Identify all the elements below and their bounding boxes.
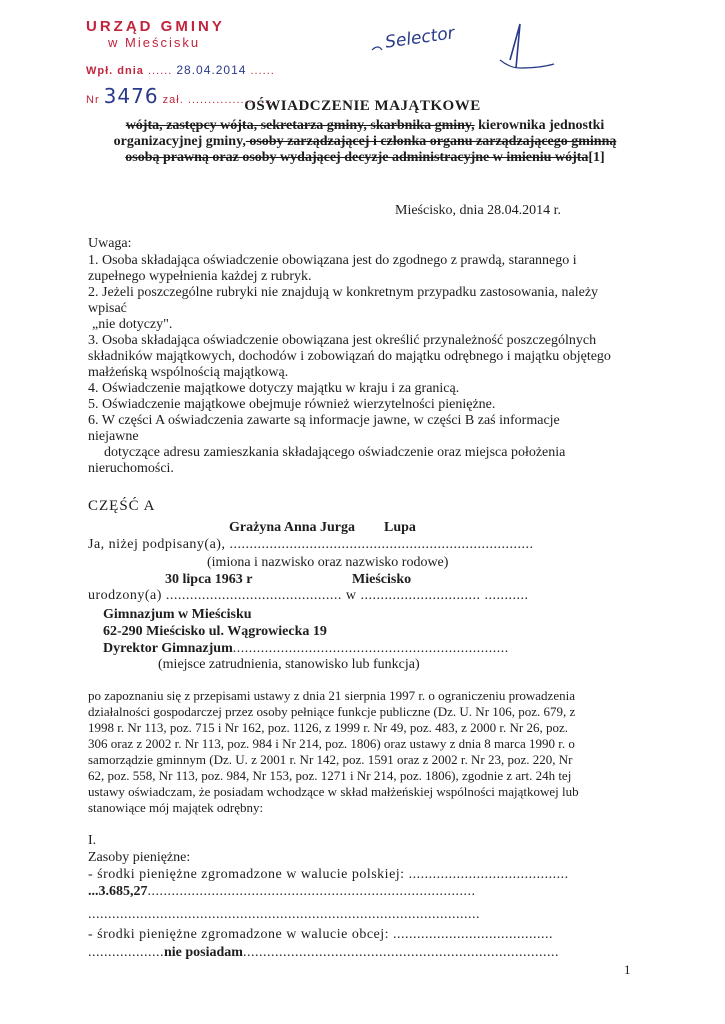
notes-line: 6. W części A oświadczenia zawarte są informacje jawne, w części B zaś informacje (88, 413, 560, 428)
legal-line: 62, poz. 558, Nr 113, poz. 984, Nr 153, poz. 1271 i Nr 214, poz. 1806), zgodnie z art. 24h tej (88, 768, 572, 783)
subtitle-struck-legal-person: osobą prawną oraz osoby wydającej decyzje administracyjne w imieniu wójta (125, 150, 589, 165)
foreign-funds-label: - środki pieniężne zgromadzone w walucie obcej: ........................................ (88, 927, 554, 942)
document-subtitle (60, 118, 670, 166)
legal-line: samorządzie gminnym (Dz. U. z 2001 r. Nr 142, poz. 1591 oraz z 2002 r. Nr 23, poz. 220, Nr (88, 752, 573, 767)
stamp-number-value: 3476 (103, 84, 159, 108)
stamp-office-place: w Mieścisku (108, 35, 201, 50)
workplace-address: 62-290 Mieścisko ul. Wągrowiecka 19 (103, 624, 327, 639)
page-number: 1 (624, 962, 631, 977)
subtitle-struck-officials: wójta, zastępcy wójta, sekretarza gminy, skarbnika gminy, (125, 118, 475, 133)
legal-line: ustawy oświadczam, że posiadam wchodzące w skład małżeńskiej wspólności majątkowej lub (88, 784, 579, 799)
blank-dotted-line: .................................................................................................. (88, 907, 480, 922)
stamp-number-label: Nr (86, 94, 100, 106)
pln-funds-row (88, 884, 648, 900)
section-1-heading: Zasoby pieniężne: (88, 850, 191, 865)
subtitle-organizational-unit: organizacyjnej gminy, (113, 134, 246, 149)
born-label: urodzony(a) ............................................ w .............................. ........... (88, 588, 529, 603)
position-dots: ..................................................................... (232, 641, 509, 656)
notes-line: zupełnego wypełnienia każdej z rubryk. (88, 269, 312, 284)
legal-line: działalności gospodarczej przez osoby pełniące funkcje publiczne (Dz. U. Nr 106, poz. 679, z (88, 704, 576, 719)
pln-funds-dots: .................................................................................. (147, 884, 476, 899)
stamp-attachment-label: zał. ...................... (162, 94, 278, 106)
foreign-funds-prefix: ................... (88, 945, 164, 960)
legal-line: 1998 r. Nr 113, poz. 715 i Nr 162, poz. 1126, z 1999 r. Nr 49, poz. 483, z 2000 r. Nr 26, poz. (88, 720, 568, 735)
notes-line: małżeńską wspólnością majątkową. (88, 365, 289, 380)
handwritten-signature-mark (370, 20, 560, 90)
subtitle-footnote: [1] (588, 150, 605, 165)
document-title: OŚWIADCZENIE MAJĄTKOWE (244, 98, 481, 114)
section-1-number: I. (88, 833, 97, 848)
notes-line: składników majątkowych, dochodów i zobowiązań do majątku odrębnego i majątku objętego (88, 349, 611, 364)
birth-date: 30 lipca 1963 r (165, 572, 253, 587)
names-caption: (imiona i nazwisko oraz nazwisko rodowe) (207, 555, 449, 570)
place-and-date: Mieścisko, dnia 28.04.2014 r. (395, 203, 562, 218)
signed-label: Ja, niżej podpisany(a), ............................................................................ (88, 537, 534, 552)
notes-line: nieruchomości. (88, 461, 174, 476)
handwritten-note: Selector (383, 23, 456, 53)
notes-line: 3. Osoba składająca oświadczenie obowiązana jest określić przynależność poszczególnych (88, 333, 597, 348)
foreign-funds-value: nie posiadam (164, 945, 243, 960)
stamp-received-row: Wpł. dnia ...... 28.04.2014 ...... (86, 63, 275, 77)
declarant-family-name: Lupa (384, 520, 416, 535)
stamp-office-name: URZĄD GMINY (86, 18, 225, 35)
birth-place: Mieścisko (352, 572, 412, 587)
position-title: Dyrektor Gimnazjum (103, 641, 233, 656)
notes-line: 2. Jeżeli poszczególne rubryki nie znajdują w konkretnym przypadku zastosowania, należy (88, 285, 599, 300)
notes-line: dotyczące adresu zamieszkania składającego oświadczenie oraz miejsca położenia (104, 445, 566, 460)
legal-line: stanowiące mój majątek odrębny: (88, 800, 264, 815)
legal-paragraph (88, 688, 688, 816)
notes-line: wpisać (88, 301, 127, 316)
pln-funds-value: ...3.685,27 (88, 884, 148, 899)
pln-funds-label: - środki pieniężne zgromadzone w walucie polskiej: ........................................ (88, 867, 569, 882)
foreign-funds-dots: ............................................................................... (242, 945, 559, 960)
notes-line: 5. Oświadczenie majątkowe obejmuje również wierzytelności pieniężne. (88, 397, 496, 412)
notes-section (88, 236, 648, 477)
workplace-name: Gimnazjum w Mieścisku (103, 607, 252, 622)
stamp-received-label: Wpł. dnia (86, 65, 144, 77)
office-stamp (86, 18, 276, 110)
subtitle-struck-managers: osoby zarządzającej i członka organu zarządzającego gminną (245, 134, 617, 149)
notes-line: „nie dotyczy". (92, 317, 173, 332)
stamp-received-date: 28.04.2014 (176, 63, 247, 77)
position-row (103, 641, 509, 657)
foreign-funds-row (88, 945, 648, 961)
notes-line: 4. Oświadczenie majątkowe dotyczy majątku w kraju i za granicą. (88, 381, 460, 396)
notes-line: niejawne (88, 429, 139, 444)
section-1 (88, 833, 648, 961)
workplace-caption: (miejsce zatrudnienia, stanowisko lub funkcja) (158, 657, 420, 672)
declarant-name: Grażyna Anna Jurga (229, 520, 356, 535)
notes-line: 1. Osoba składająca oświadczenie obowiązana jest do zgodnego z prawdą, starannego i (88, 253, 577, 268)
part-a-heading: CZĘŚĆ A (88, 498, 156, 514)
legal-line: 306 oraz z 2002 r. Nr 113, poz. 984 i Nr 214, poz. 1806) oraz ustawy z dnia 8 marca 1990 r. o (88, 736, 575, 751)
subtitle-unit-head: kierownika jednostki (474, 118, 605, 133)
legal-line: po zapoznaniu się z przepisami ustawy z dnia 21 sierpnia 1997 r. o ograniczeniu prowadzenia (88, 688, 575, 703)
notes-heading: Uwaga: (88, 236, 132, 251)
